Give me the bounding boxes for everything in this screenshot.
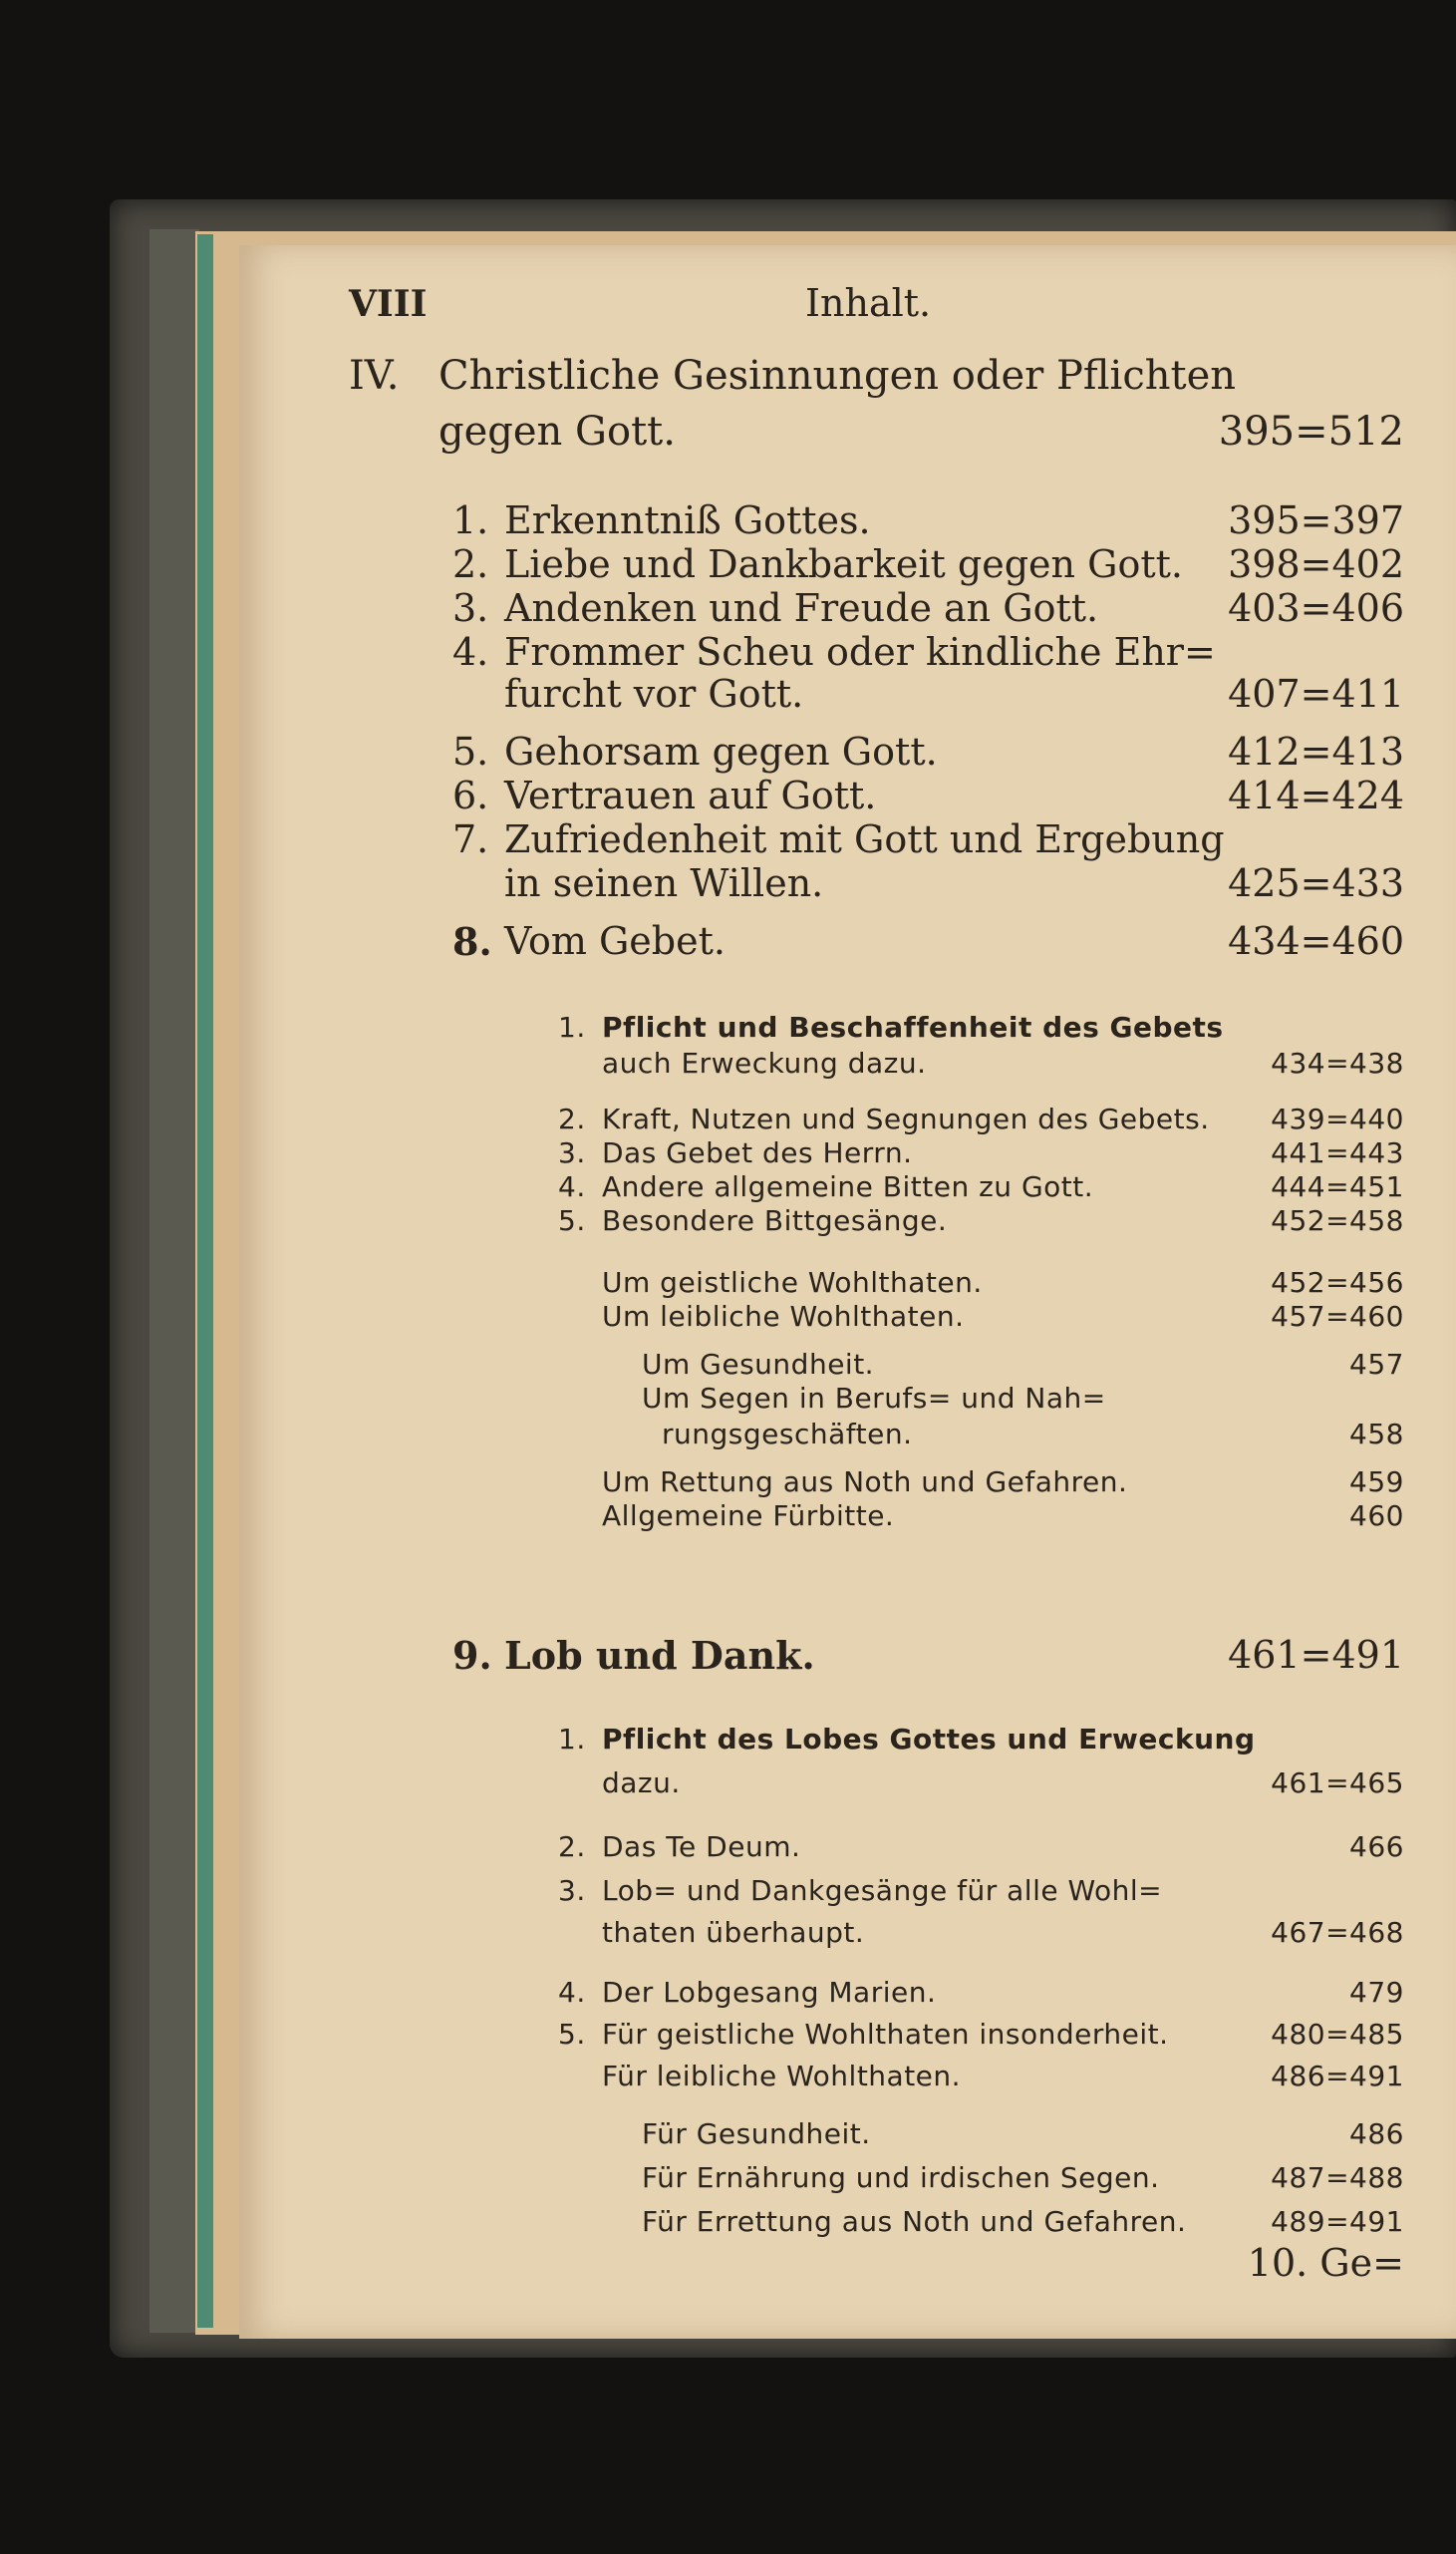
- item-number: 4.: [452, 630, 489, 674]
- item-pages: 434=460: [1228, 919, 1404, 963]
- item-number: 9.: [452, 1633, 492, 1678]
- item-text: Der Lobgesang Marien.: [602, 1976, 937, 2009]
- item-text: Das Gebet des Herrn.: [602, 1136, 913, 1169]
- item-number: 6.: [452, 774, 489, 817]
- item-text-cont: auch Erweckung dazu.: [602, 1047, 927, 1080]
- item-text: Pflicht des Lobes Gottes und Erweckung: [602, 1723, 1256, 1756]
- item-text-cont: dazu.: [602, 1766, 681, 1799]
- section-title-cont: gegen Gott.: [438, 409, 676, 455]
- item-text: Das Te Deum.: [602, 1830, 801, 1863]
- sub-sub-item-text-cont: rungsgeschäften.: [662, 1418, 913, 1450]
- item-text: Kraft, Nutzen und Segnungen des Gebets.: [602, 1103, 1210, 1135]
- item-pages: 439=440: [1271, 1103, 1404, 1135]
- item-number: 7.: [452, 817, 489, 861]
- item-number: 1.: [452, 498, 489, 542]
- item-pages: 452=456: [1271, 1266, 1404, 1299]
- item-text: Liebe und Dankbarkeit gegen Gott.: [504, 542, 1183, 586]
- item-pages: 487=488: [1271, 2161, 1404, 2194]
- section-title: Christliche Gesinnungen oder Pflichten: [438, 353, 1237, 399]
- item-pages: 479: [1349, 1976, 1404, 2009]
- item-pages: 434=438: [1271, 1047, 1404, 1080]
- item-number: 3.: [558, 1874, 586, 1907]
- item-number: 3.: [558, 1136, 586, 1169]
- item-number: 1.: [558, 1011, 586, 1044]
- item-number: 4.: [558, 1170, 586, 1203]
- item-pages: 489=491: [1271, 2205, 1404, 2238]
- item-pages: 486=491: [1271, 2060, 1404, 2092]
- item-text: Für geistliche Wohlthaten insonderheit.: [602, 2018, 1169, 2051]
- item-text: Andenken und Freude an Gott.: [504, 586, 1099, 630]
- item-pages: 457=460: [1271, 1300, 1404, 1333]
- item-pages: 444=451: [1271, 1170, 1404, 1203]
- item-pages: 395=397: [1228, 498, 1404, 542]
- item-pages: 461=465: [1271, 1766, 1404, 1799]
- item-pages: 467=468: [1271, 1916, 1404, 1949]
- item-text: Zufriedenheit mit Gott und Ergebung: [504, 817, 1225, 861]
- section-numeral: IV.: [349, 353, 400, 399]
- item-number: 5.: [558, 2018, 586, 2051]
- item-number: 1.: [558, 1723, 586, 1756]
- book-page: [239, 245, 1456, 2339]
- item-pages: 466: [1349, 1830, 1404, 1863]
- sub-item-text: Um Rettung aus Noth und Gefahren.: [602, 1465, 1128, 1498]
- item-text: Besondere Bittgesänge.: [602, 1204, 948, 1237]
- green-page-edge: [197, 234, 213, 2328]
- sub-item-text: Für leibliche Wohlthaten.: [602, 2060, 962, 2092]
- item-number: 2.: [558, 1103, 586, 1135]
- item-pages: 403=406: [1228, 586, 1404, 630]
- sub-item-text: Um geistliche Wohlthaten.: [602, 1266, 983, 1299]
- item-pages: 414=424: [1228, 774, 1404, 817]
- item-number: 2.: [558, 1830, 586, 1863]
- section-pages: 395=512: [1218, 409, 1404, 455]
- item-number: 4.: [558, 1976, 586, 2009]
- item-text: Gehorsam gegen Gott.: [504, 730, 938, 774]
- item-text-cont: furcht vor Gott.: [504, 672, 804, 716]
- item-pages: 486: [1349, 2117, 1404, 2150]
- item-text-cont: thaten überhaupt.: [602, 1916, 865, 1949]
- item-pages: 461=491: [1228, 1633, 1404, 1677]
- sub-sub-item-text: Um Gesundheit.: [642, 1348, 875, 1381]
- item-pages: 398=402: [1228, 542, 1404, 586]
- item-pages: 441=443: [1271, 1136, 1404, 1169]
- item-pages: 412=413: [1228, 730, 1404, 774]
- item-text: Lob= und Dankgesänge für alle Wohl=: [602, 1874, 1163, 1907]
- sub-sub-item-text: Für Gesundheit.: [642, 2117, 871, 2150]
- item-number: 8.: [452, 919, 492, 964]
- item-pages: 480=485: [1271, 2018, 1404, 2051]
- item-text: Frommer Scheu oder kindliche Ehr=: [504, 630, 1216, 674]
- item-pages: 457: [1349, 1348, 1404, 1381]
- item-text: Andere allgemeine Bitten zu Gott.: [602, 1170, 1094, 1203]
- sub-sub-item-text: Für Errettung aus Noth und Gefahren.: [642, 2205, 1187, 2238]
- item-text: Lob und Dank.: [504, 1633, 815, 1678]
- item-text: Vertrauen auf Gott.: [504, 774, 877, 817]
- book-spine: [149, 229, 199, 2333]
- item-number: 2.: [452, 542, 489, 586]
- page-number: VIII: [349, 283, 428, 325]
- sub-sub-item-text: Für Ernährung und irdischen Segen.: [642, 2161, 1160, 2194]
- item-text: Pflicht und Beschaffenheit des Gebets: [602, 1011, 1224, 1044]
- item-text-cont: in seinen Willen.: [504, 861, 824, 905]
- sub-item-text: Allgemeine Fürbitte.: [602, 1499, 895, 1532]
- page-title: Inhalt.: [805, 281, 932, 325]
- sub-sub-item-text: Um Segen in Berufs= und Nah=: [642, 1382, 1106, 1415]
- item-number: 3.: [452, 586, 489, 630]
- sub-item-text: Um leibliche Wohlthaten.: [602, 1300, 965, 1333]
- item-text: Vom Gebet.: [504, 919, 726, 963]
- item-pages: 458: [1349, 1418, 1404, 1450]
- item-pages: 460: [1349, 1499, 1404, 1532]
- item-number: 5.: [452, 730, 489, 774]
- item-text: Erkenntniß Gottes.: [504, 498, 871, 542]
- item-pages: 459: [1349, 1465, 1404, 1498]
- catchword: 10. Ge=: [1247, 2241, 1404, 2285]
- item-pages: 452=458: [1271, 1204, 1404, 1237]
- item-number: 5.: [558, 1204, 586, 1237]
- item-pages: 407=411: [1228, 672, 1404, 716]
- item-pages: 425=433: [1228, 861, 1404, 905]
